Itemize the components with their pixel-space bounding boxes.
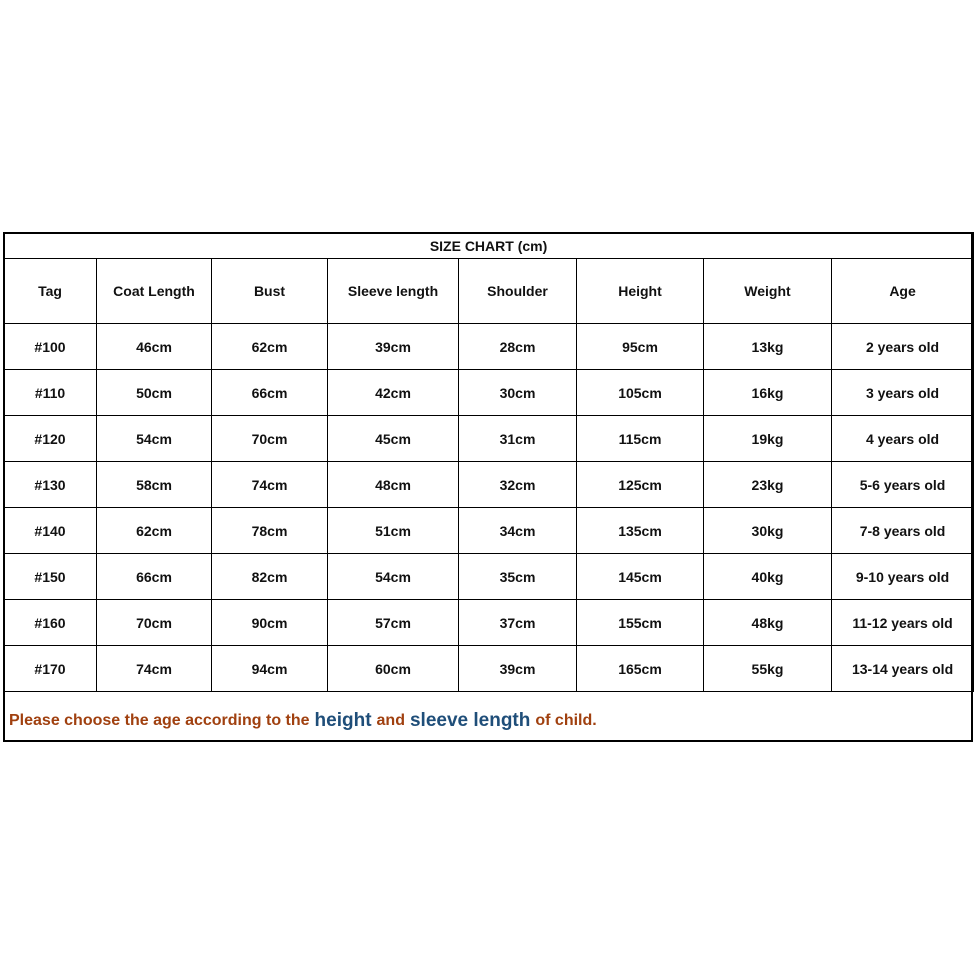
- table-cell: 30cm: [459, 370, 577, 416]
- table-cell: 39cm: [328, 324, 459, 370]
- table-cell: 62cm: [212, 324, 328, 370]
- table-cell: #130: [4, 462, 97, 508]
- table-cell: 28cm: [459, 324, 577, 370]
- table-body: [4, 324, 974, 692]
- table-row: [4, 646, 974, 692]
- table-cell: 13-14 years old: [832, 646, 974, 692]
- table-cell: 37cm: [459, 600, 577, 646]
- table-cell: 125cm: [577, 462, 704, 508]
- table-cell: 50cm: [97, 370, 212, 416]
- table-cell: #100: [4, 324, 97, 370]
- table-row: [4, 554, 974, 600]
- table-cell: 145cm: [577, 554, 704, 600]
- column-header: Weight: [704, 259, 832, 324]
- size-note: [5, 700, 971, 742]
- table-row: [4, 324, 974, 370]
- table-cell: 19kg: [704, 416, 832, 462]
- size-chart: [3, 232, 973, 742]
- table-cell: 40kg: [704, 554, 832, 600]
- table-cell: 58cm: [97, 462, 212, 508]
- table-cell: 3 years old: [832, 370, 974, 416]
- table-cell: #140: [4, 508, 97, 554]
- table-cell: 7-8 years old: [832, 508, 974, 554]
- table-cell: #110: [4, 370, 97, 416]
- table-cell: 46cm: [97, 324, 212, 370]
- table-cell: 42cm: [328, 370, 459, 416]
- table-cell: 5-6 years old: [832, 462, 974, 508]
- table-cell: 74cm: [97, 646, 212, 692]
- table-cell: 74cm: [212, 462, 328, 508]
- note-text-end: of child.: [535, 712, 597, 729]
- table-cell: 9-10 years old: [832, 554, 974, 600]
- table-cell: 115cm: [577, 416, 704, 462]
- table-row: [4, 370, 974, 416]
- column-header: Bust: [212, 259, 328, 324]
- table-cell: 45cm: [328, 416, 459, 462]
- table-cell: 66cm: [212, 370, 328, 416]
- table-row: [4, 600, 974, 646]
- table-cell: 16kg: [704, 370, 832, 416]
- table-cell: 70cm: [212, 416, 328, 462]
- table-cell: 155cm: [577, 600, 704, 646]
- note-highlight-height: height: [314, 710, 372, 731]
- chart-title: SIZE CHART (cm): [4, 233, 974, 259]
- table-cell: 66cm: [97, 554, 212, 600]
- table-cell: 4 years old: [832, 416, 974, 462]
- note-highlight-sleeve: sleeve length: [409, 710, 531, 731]
- table-cell: 13kg: [704, 324, 832, 370]
- column-header: Shoulder: [459, 259, 577, 324]
- table-cell: 32cm: [459, 462, 577, 508]
- table-cell: 54cm: [328, 554, 459, 600]
- table-cell: 2 years old: [832, 324, 974, 370]
- table-cell: 90cm: [212, 600, 328, 646]
- table-cell: 70cm: [97, 600, 212, 646]
- table-cell: #150: [4, 554, 97, 600]
- note-text-and: and: [376, 712, 405, 729]
- table-cell: 51cm: [328, 508, 459, 554]
- table-cell: 62cm: [97, 508, 212, 554]
- table-cell: 165cm: [577, 646, 704, 692]
- column-header: Age: [832, 259, 974, 324]
- table-cell: 48cm: [328, 462, 459, 508]
- table-cell: 135cm: [577, 508, 704, 554]
- table-cell: 55kg: [704, 646, 832, 692]
- header-row: [4, 259, 974, 324]
- table-row: [4, 508, 974, 554]
- table-cell: 57cm: [328, 600, 459, 646]
- table-cell: 60cm: [328, 646, 459, 692]
- table-cell: 54cm: [97, 416, 212, 462]
- table-cell: 39cm: [459, 646, 577, 692]
- table-row: [4, 416, 974, 462]
- column-header: Coat Length: [97, 259, 212, 324]
- table-row: [4, 462, 974, 508]
- note-text: Please choose the age according to the: [9, 712, 310, 729]
- table-cell: 94cm: [212, 646, 328, 692]
- table-cell: 95cm: [577, 324, 704, 370]
- table-cell: 105cm: [577, 370, 704, 416]
- table-cell: 23kg: [704, 462, 832, 508]
- table-cell: #120: [4, 416, 97, 462]
- table-cell: 11-12 years old: [832, 600, 974, 646]
- column-header: Height: [577, 259, 704, 324]
- table-cell: 35cm: [459, 554, 577, 600]
- table-cell: 82cm: [212, 554, 328, 600]
- table-cell: 78cm: [212, 508, 328, 554]
- table-cell: 34cm: [459, 508, 577, 554]
- size-chart-table: [3, 232, 974, 692]
- table-cell: 48kg: [704, 600, 832, 646]
- table-cell: 30kg: [704, 508, 832, 554]
- column-header: Sleeve length: [328, 259, 459, 324]
- table-cell: #160: [4, 600, 97, 646]
- table-cell: #170: [4, 646, 97, 692]
- column-header: Tag: [4, 259, 97, 324]
- table-cell: 31cm: [459, 416, 577, 462]
